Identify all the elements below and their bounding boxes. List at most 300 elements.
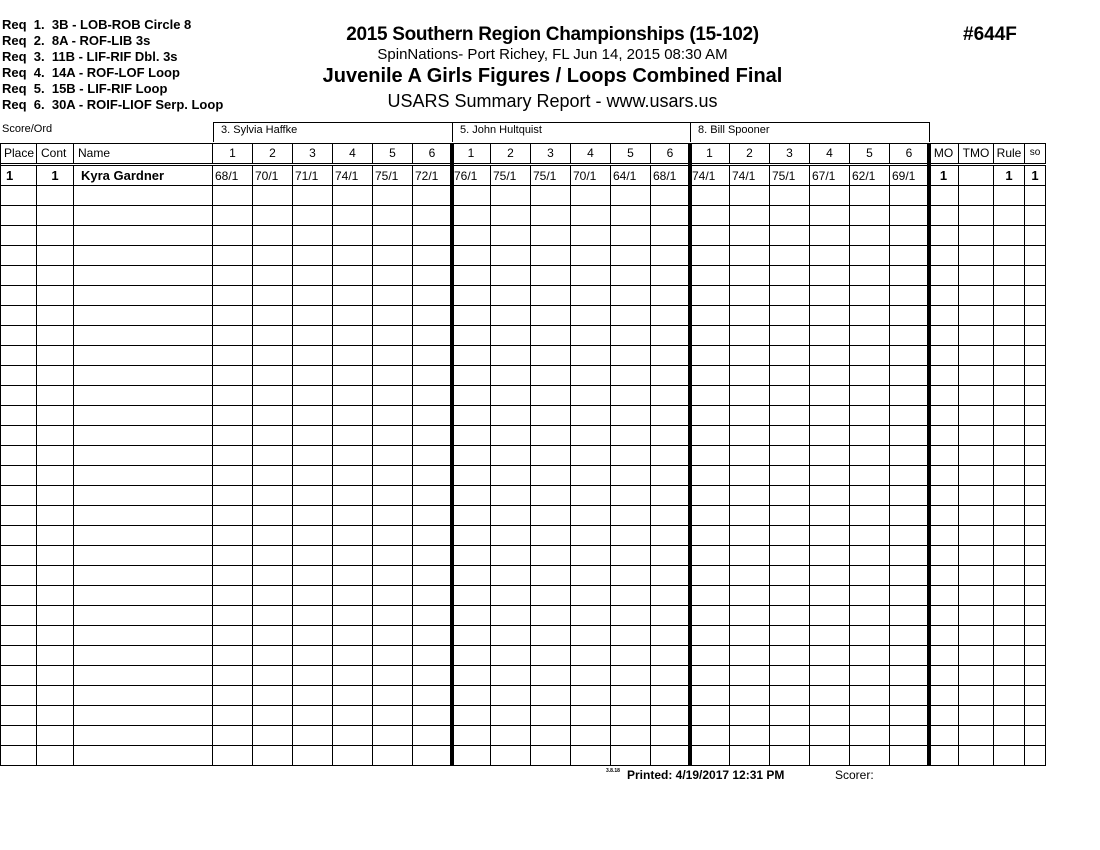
cell-judge2-fig6 [651, 226, 690, 246]
cell-judge1-fig3 [293, 726, 333, 746]
cell-judge2-fig4 [571, 206, 611, 226]
cell-judge2-fig4 [571, 306, 611, 326]
cell-name [74, 186, 213, 206]
cell-judge1-fig4 [333, 326, 373, 346]
cell-judge2-fig1 [452, 346, 491, 366]
cell-judge2-fig2 [491, 466, 531, 486]
cell-judge2-fig2 [491, 546, 531, 566]
cell-cont [37, 746, 74, 766]
cell-judge1-fig3 [293, 206, 333, 226]
cell-judge1-fig2: 70/1 [253, 166, 293, 186]
cell-judge3-fig5 [850, 566, 890, 586]
cell-judge3-fig3 [770, 226, 810, 246]
cell-judge1-fig2 [253, 306, 293, 326]
cell-judge2-fig5 [611, 246, 651, 266]
cell-judge3-fig2 [730, 286, 770, 306]
cell-judge1-fig5 [373, 346, 413, 366]
cell-judge1-fig1 [213, 226, 253, 246]
cell-name [74, 626, 213, 646]
cell-judge3-fig6 [890, 746, 929, 766]
cell-place: 1 [0, 166, 37, 186]
cell-judge3-fig2 [730, 386, 770, 406]
col-header-name: Name [74, 143, 213, 164]
cell-judge1-fig2 [253, 366, 293, 386]
cell-tmo [959, 166, 994, 186]
cell-judge1-fig4 [333, 206, 373, 226]
col-header-judge1-fig5: 5 [373, 143, 413, 164]
cell-judge1-fig4 [333, 446, 373, 466]
cell-judge1-fig2 [253, 466, 293, 486]
cell-name [74, 306, 213, 326]
cell-judge1-fig5 [373, 586, 413, 606]
cell-tmo [959, 486, 994, 506]
cell-judge2-fig6 [651, 626, 690, 646]
cell-name [74, 646, 213, 666]
cell-judge1-fig4 [333, 286, 373, 306]
cell-judge1-fig2 [253, 726, 293, 746]
cell-judge3-fig4 [810, 706, 850, 726]
cell-name [74, 206, 213, 226]
cell-tmo [959, 666, 994, 686]
cell-judge1-fig1 [213, 606, 253, 626]
cell-judge3-fig3 [770, 606, 810, 626]
cell-judge2-fig2 [491, 486, 531, 506]
col-header-judge2-fig5: 5 [611, 143, 651, 164]
cell-judge2-fig2 [491, 346, 531, 366]
cell-judge3-fig2 [730, 506, 770, 526]
cell-judge3-fig4 [810, 226, 850, 246]
cell-judge3-fig5 [850, 486, 890, 506]
cell-name [74, 366, 213, 386]
cell-judge3-fig2 [730, 746, 770, 766]
cell-cont [37, 546, 74, 566]
cell-rule [994, 526, 1025, 546]
cell-judge3-fig4 [810, 666, 850, 686]
cell-judge1-fig1 [213, 746, 253, 766]
cell-judge2-fig6 [651, 286, 690, 306]
cell-judge1-fig5 [373, 386, 413, 406]
cell-judge2-fig5 [611, 206, 651, 226]
cell-judge2-fig1: 76/1 [452, 166, 491, 186]
cell-mo [929, 606, 959, 626]
cell-judge1-fig3 [293, 686, 333, 706]
cell-judge1-fig5 [373, 486, 413, 506]
cell-place [0, 446, 37, 466]
cell-judge1-fig6 [413, 306, 452, 326]
cell-judge2-fig5 [611, 466, 651, 486]
cell-place [0, 506, 37, 526]
cell-name [74, 226, 213, 246]
cell-so [1025, 506, 1046, 526]
cell-judge1-fig1 [213, 446, 253, 466]
cell-judge2-fig6 [651, 686, 690, 706]
cell-judge1-fig5 [373, 626, 413, 646]
cell-place [0, 266, 37, 286]
cell-judge3-fig6 [890, 206, 929, 226]
cell-judge2-fig5 [611, 426, 651, 446]
cell-judge1-fig6 [413, 366, 452, 386]
cell-judge2-fig5 [611, 746, 651, 766]
cell-rule [994, 666, 1025, 686]
report-title: USARS Summary Report - www.usars.us [387, 91, 718, 111]
cell-judge1-fig1 [213, 286, 253, 306]
cell-judge1-fig2 [253, 346, 293, 366]
cell-judge2-fig4 [571, 646, 611, 666]
cell-judge3-fig2 [730, 466, 770, 486]
cell-judge1-fig6 [413, 526, 452, 546]
cell-judge2-fig5 [611, 626, 651, 646]
cell-judge2-fig4: 70/1 [571, 166, 611, 186]
cell-cont [37, 366, 74, 386]
cell-judge3-fig3 [770, 446, 810, 466]
cell-judge1-fig6 [413, 466, 452, 486]
cell-judge2-fig6 [651, 346, 690, 366]
cell-judge3-fig3 [770, 466, 810, 486]
cell-judge3-fig3 [770, 306, 810, 326]
requirement-item: Req 4. 14A - ROF-LOF Loop [2, 65, 180, 80]
cell-judge1-fig6 [413, 506, 452, 526]
cell-judge2-fig4 [571, 506, 611, 526]
cell-judge1-fig6 [413, 406, 452, 426]
cell-mo [929, 226, 959, 246]
cell-judge1-fig2 [253, 286, 293, 306]
cell-judge2-fig3 [531, 686, 571, 706]
cell-judge3-fig5 [850, 606, 890, 626]
cell-judge3-fig5 [850, 246, 890, 266]
cell-judge3-fig5 [850, 366, 890, 386]
cell-judge3-fig3 [770, 486, 810, 506]
cell-mo [929, 506, 959, 526]
cell-place [0, 746, 37, 766]
cell-cont [37, 586, 74, 606]
cell-judge1-fig6 [413, 546, 452, 566]
cell-so [1025, 666, 1046, 686]
col-header-judge3-fig4: 4 [810, 143, 850, 164]
cell-judge2-fig4 [571, 466, 611, 486]
cell-so [1025, 386, 1046, 406]
cell-judge3-fig1 [690, 726, 730, 746]
cell-place [0, 426, 37, 446]
cell-judge1-fig3 [293, 526, 333, 546]
cell-judge3-fig4 [810, 246, 850, 266]
cell-judge3-fig6 [890, 586, 929, 606]
competition-title: 2015 Southern Region Championships (15-102) [346, 24, 759, 45]
cell-judge1-fig1 [213, 526, 253, 546]
cell-judge1-fig2 [253, 626, 293, 646]
cell-judge1-fig5 [373, 686, 413, 706]
requirement-item: Req 2. 8A - ROF-LIB 3s [2, 33, 151, 48]
cell-judge2-fig5 [611, 366, 651, 386]
cell-judge2-fig5 [611, 186, 651, 206]
cell-judge2-fig2 [491, 306, 531, 326]
cell-judge2-fig3 [531, 446, 571, 466]
cell-judge2-fig3 [531, 566, 571, 586]
cell-judge2-fig2 [491, 706, 531, 726]
cell-judge2-fig5 [611, 486, 651, 506]
cell-judge2-fig6 [651, 646, 690, 666]
cell-mo [929, 546, 959, 566]
cell-so [1025, 246, 1046, 266]
cell-judge2-fig5 [611, 726, 651, 746]
cell-judge3-fig3 [770, 286, 810, 306]
cell-judge3-fig2 [730, 686, 770, 706]
cell-rule [994, 626, 1025, 646]
cell-place [0, 646, 37, 666]
cell-name [74, 446, 213, 466]
cell-judge3-fig3 [770, 726, 810, 746]
cell-judge2-fig3 [531, 526, 571, 546]
cell-judge2-fig2 [491, 686, 531, 706]
cell-judge2-fig3 [531, 486, 571, 506]
cell-judge2-fig4 [571, 266, 611, 286]
cell-judge2-fig1 [452, 266, 491, 286]
cell-judge1-fig4 [333, 406, 373, 426]
cell-judge3-fig3 [770, 666, 810, 686]
cell-mo [929, 666, 959, 686]
cell-judge3-fig3 [770, 566, 810, 586]
cell-place [0, 526, 37, 546]
cell-judge2-fig3 [531, 466, 571, 486]
cell-judge1-fig1 [213, 666, 253, 686]
cell-judge2-fig4 [571, 606, 611, 626]
cell-judge1-fig2 [253, 406, 293, 426]
cell-cont [37, 266, 74, 286]
cell-judge1-fig5 [373, 266, 413, 286]
cell-judge1-fig3 [293, 566, 333, 586]
cell-rule: 1 [994, 166, 1025, 186]
cell-judge1-fig5 [373, 506, 413, 526]
cell-judge3-fig6 [890, 346, 929, 366]
cell-judge1-fig4 [333, 266, 373, 286]
event-title: Juvenile A Girls Figures / Loops Combined Final [322, 65, 783, 87]
requirement-item: Req 3. 11B - LIF-RIF Dbl. 3s [2, 49, 178, 64]
cell-judge1-fig5 [373, 206, 413, 226]
cell-judge3-fig1 [690, 446, 730, 466]
cell-judge3-fig1 [690, 366, 730, 386]
cell-judge2-fig2 [491, 746, 531, 766]
cell-judge2-fig6 [651, 486, 690, 506]
cell-judge3-fig2: 74/1 [730, 166, 770, 186]
cell-judge1-fig1 [213, 466, 253, 486]
cell-so [1025, 286, 1046, 306]
cell-name [74, 326, 213, 346]
cell-name: Kyra Gardner [74, 166, 213, 186]
cell-mo [929, 626, 959, 646]
cell-so [1025, 306, 1046, 326]
cell-judge2-fig1 [452, 366, 491, 386]
cell-judge3-fig1 [690, 526, 730, 546]
cell-judge3-fig5 [850, 746, 890, 766]
cell-judge3-fig6 [890, 566, 929, 586]
cell-judge1-fig3 [293, 426, 333, 446]
cell-judge2-fig6 [651, 746, 690, 766]
cell-judge3-fig3 [770, 506, 810, 526]
cell-tmo [959, 546, 994, 566]
cell-judge3-fig5 [850, 686, 890, 706]
cell-judge3-fig5 [850, 446, 890, 466]
cell-judge3-fig1 [690, 226, 730, 246]
cell-name [74, 586, 213, 606]
cell-judge2-fig1 [452, 486, 491, 506]
cell-judge3-fig3 [770, 646, 810, 666]
col-header-cont: Cont [37, 143, 74, 164]
cell-judge1-fig2 [253, 426, 293, 446]
cell-rule [994, 646, 1025, 666]
cell-so [1025, 706, 1046, 726]
cell-judge2-fig3 [531, 406, 571, 426]
cell-rule [994, 606, 1025, 626]
cell-rule [994, 426, 1025, 446]
cell-judge1-fig3 [293, 666, 333, 686]
cell-judge3-fig5 [850, 526, 890, 546]
cell-judge1-fig3 [293, 366, 333, 386]
cell-judge3-fig2 [730, 566, 770, 586]
cell-mo: 1 [929, 166, 959, 186]
cell-cont [37, 406, 74, 426]
cell-cont [37, 246, 74, 266]
cell-judge2-fig3 [531, 266, 571, 286]
cell-judge2-fig1 [452, 446, 491, 466]
cell-judge2-fig5 [611, 586, 651, 606]
cell-judge2-fig2 [491, 586, 531, 606]
col-header-judge2-fig4: 4 [571, 143, 611, 164]
cell-so [1025, 206, 1046, 226]
cell-mo [929, 466, 959, 486]
cell-judge2-fig3 [531, 546, 571, 566]
cell-judge1-fig6 [413, 646, 452, 666]
cell-judge1-fig6 [413, 286, 452, 306]
requirement-item: Req 6. 30A - ROIF-LIOF Serp. Loop [2, 97, 224, 112]
cell-judge1-fig4 [333, 686, 373, 706]
cell-judge3-fig2 [730, 186, 770, 206]
cell-judge1-fig3 [293, 186, 333, 206]
cell-judge1-fig4 [333, 366, 373, 386]
cell-judge2-fig1 [452, 186, 491, 206]
table-top-border [0, 143, 1046, 144]
cell-judge2-fig4 [571, 186, 611, 206]
cell-judge2-fig2 [491, 566, 531, 586]
cell-mo [929, 586, 959, 606]
cell-rule [994, 486, 1025, 506]
cell-judge1-fig1 [213, 586, 253, 606]
cell-judge2-fig3: 75/1 [531, 166, 571, 186]
cell-judge2-fig2 [491, 186, 531, 206]
cell-judge2-fig2 [491, 226, 531, 246]
cell-judge2-fig4 [571, 586, 611, 606]
cell-judge3-fig1 [690, 566, 730, 586]
cell-name [74, 406, 213, 426]
cell-cont [37, 486, 74, 506]
cell-judge3-fig3 [770, 206, 810, 226]
cell-judge3-fig6 [890, 726, 929, 746]
cell-tmo [959, 686, 994, 706]
cell-place [0, 226, 37, 246]
cell-judge2-fig2 [491, 406, 531, 426]
cell-judge1-fig1 [213, 186, 253, 206]
cell-judge3-fig2 [730, 446, 770, 466]
col-header-rule: Rule [994, 143, 1025, 164]
cell-judge3-fig1 [690, 546, 730, 566]
cell-judge1-fig6 [413, 686, 452, 706]
cell-judge3-fig5 [850, 186, 890, 206]
cell-judge3-fig5 [850, 426, 890, 446]
cell-judge2-fig3 [531, 246, 571, 266]
cell-judge3-fig6 [890, 386, 929, 406]
cell-judge1-fig2 [253, 266, 293, 286]
cell-name [74, 746, 213, 766]
cell-so [1025, 446, 1046, 466]
cell-judge2-fig5 [611, 326, 651, 346]
cell-judge1-fig3 [293, 286, 333, 306]
cell-judge2-fig5 [611, 546, 651, 566]
cell-judge2-fig6 [651, 266, 690, 286]
cell-judge1-fig1 [213, 566, 253, 586]
cell-judge1-fig6 [413, 666, 452, 686]
cell-judge2-fig6 [651, 206, 690, 226]
cell-judge1-fig6 [413, 226, 452, 246]
cell-judge3-fig4 [810, 546, 850, 566]
cell-tmo [959, 446, 994, 466]
cell-judge3-fig2 [730, 626, 770, 646]
cell-judge2-fig2 [491, 326, 531, 346]
cell-mo [929, 186, 959, 206]
cell-place [0, 546, 37, 566]
cell-so [1025, 326, 1046, 346]
cell-judge1-fig4 [333, 666, 373, 686]
cell-judge3-fig1 [690, 626, 730, 646]
cell-judge2-fig6 [651, 446, 690, 466]
cell-judge1-fig6 [413, 266, 452, 286]
cell-judge1-fig4 [333, 466, 373, 486]
cell-judge3-fig5 [850, 386, 890, 406]
cell-judge3-fig5 [850, 346, 890, 366]
cell-judge1-fig4 [333, 646, 373, 666]
cell-cont [37, 666, 74, 686]
cell-name [74, 266, 213, 286]
cell-judge3-fig6 [890, 506, 929, 526]
cell-judge1-fig6 [413, 486, 452, 506]
cell-judge2-fig3 [531, 206, 571, 226]
cell-judge2-fig1 [452, 246, 491, 266]
cell-judge3-fig2 [730, 426, 770, 446]
cell-judge2-fig3 [531, 666, 571, 686]
col-header-mo: MO [929, 143, 959, 164]
cell-judge2-fig2 [491, 366, 531, 386]
cell-judge3-fig1 [690, 386, 730, 406]
cell-mo [929, 246, 959, 266]
cell-judge1-fig6 [413, 586, 452, 606]
cell-cont [37, 206, 74, 226]
cell-cont [37, 706, 74, 726]
cell-judge3-fig5 [850, 706, 890, 726]
cell-judge2-fig2 [491, 266, 531, 286]
col-header-judge2-fig3: 3 [531, 143, 571, 164]
cell-judge1-fig3 [293, 626, 333, 646]
cell-tmo [959, 626, 994, 646]
cell-judge3-fig6 [890, 366, 929, 386]
cell-judge2-fig4 [571, 686, 611, 706]
cell-judge2-fig3 [531, 506, 571, 526]
cell-judge3-fig3 [770, 386, 810, 406]
cell-judge2-fig6 [651, 186, 690, 206]
cell-judge3-fig4 [810, 286, 850, 306]
cell-judge1-fig3 [293, 706, 333, 726]
cell-judge2-fig1 [452, 506, 491, 526]
cell-judge3-fig1 [690, 506, 730, 526]
cell-judge2-fig2 [491, 386, 531, 406]
cell-cont [37, 186, 74, 206]
cell-judge2-fig6 [651, 386, 690, 406]
